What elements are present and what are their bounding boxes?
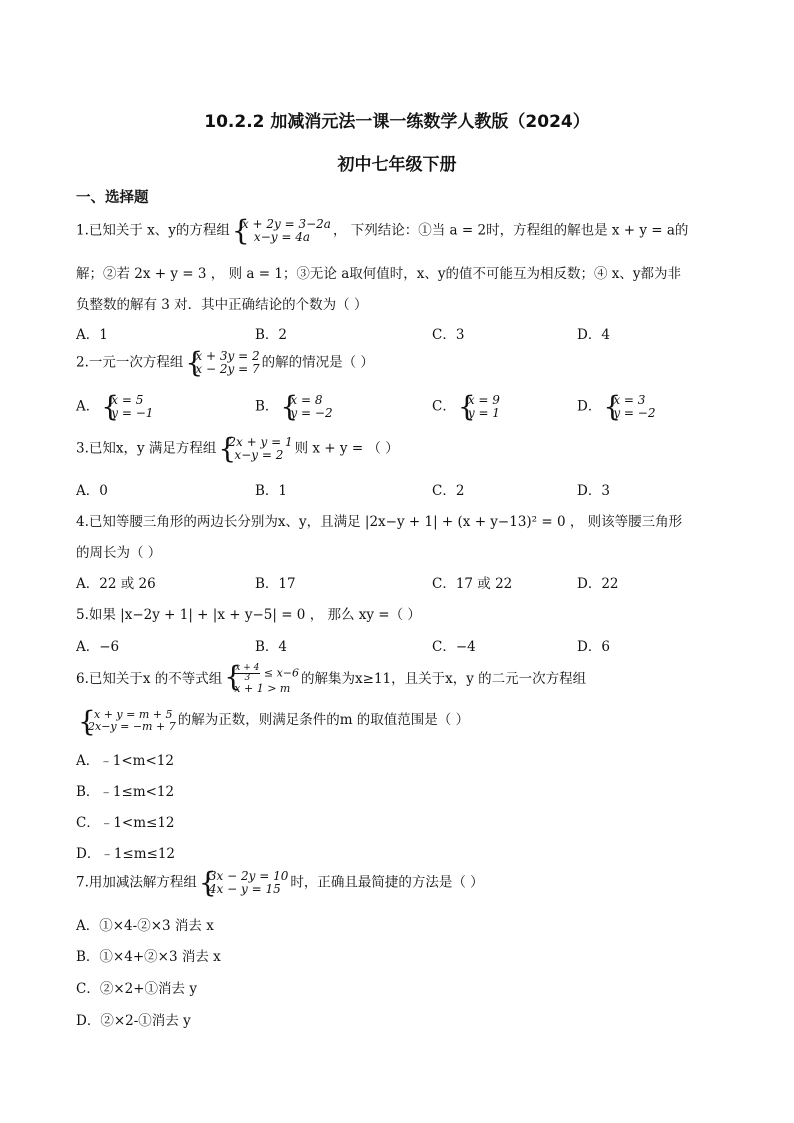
equation: { 2x + y = 1 xyxy=(228,435,293,449)
question-6-option-b[interactable]: B．﹣1≤m<12 xyxy=(76,784,175,800)
question-7-option-d[interactable]: D．②×2-①消去 y xyxy=(76,1013,191,1029)
question-1-line-3: 负整数的解有 3 对．其中正确结论的个数为（ ） xyxy=(76,297,368,313)
question-7-suffix: 时，正确且最简捷的方法是（ ） xyxy=(290,874,484,891)
question-6-equation-system xyxy=(78,709,176,733)
option-system xyxy=(101,394,153,420)
question-3-option-a[interactable]: A．0 xyxy=(76,483,108,499)
equation: x − 2y = 7 xyxy=(195,362,260,376)
question-4-option-c[interactable]: C．17 或 22 xyxy=(432,576,513,592)
question-3-option-c[interactable]: C．2 xyxy=(432,483,465,499)
question-2-option-a[interactable] xyxy=(76,394,155,420)
document-subtitle: 初中七年级下册 xyxy=(337,155,457,175)
option-label: D． xyxy=(577,398,602,415)
equation: { x + 3y = 2 xyxy=(195,349,260,363)
question-3-option-d[interactable]: D．3 xyxy=(577,483,610,499)
question-2-line xyxy=(76,350,374,376)
question-5-option-a[interactable]: A．−6 xyxy=(76,639,120,655)
question-4-line-1: 4.已知等腰三角形的两边长分别为x、y，且满足 |2x−y + 1| + (x + y−13)² = 0 ， 则该等腰三角形 xyxy=(76,514,683,530)
equation: { x = 5 xyxy=(111,393,144,407)
question-1-prefix: 1.已知关于 x、y的方程组 xyxy=(76,222,230,239)
question-5-option-c[interactable]: C．−4 xyxy=(432,639,476,655)
question-2-option-c[interactable] xyxy=(432,394,502,420)
question-4-option-d[interactable]: D．22 xyxy=(577,576,619,592)
question-7-option-c[interactable]: C．②×2+①消去 y xyxy=(76,981,197,997)
question-7-system xyxy=(199,870,288,896)
option-system xyxy=(603,394,655,420)
question-6-suffix: 的解为正数，则满足条件的m 的取值范围是（ ） xyxy=(177,712,470,728)
inequality-tail: ≤ x−6 xyxy=(263,666,300,680)
option-system xyxy=(280,394,332,420)
question-1-line-1 xyxy=(76,218,688,244)
question-3-line xyxy=(76,436,399,462)
question-2-suffix: 的解的情况是（ ） xyxy=(261,354,374,371)
equation: y = −2 xyxy=(613,406,656,420)
equation: x−y = 4a xyxy=(253,230,310,244)
question-2-system xyxy=(185,350,259,376)
equation: y = 1 xyxy=(467,406,500,420)
equation: { 3x − 2y = 10 xyxy=(208,869,289,883)
question-4-option-a[interactable]: A．22 或 26 xyxy=(76,576,156,592)
equation: x−y = 2 xyxy=(234,448,284,462)
equation: y = −1 xyxy=(111,406,154,420)
inequality: x + 1 > m xyxy=(234,682,291,695)
question-6-option-a[interactable]: A．﹣1<m<12 xyxy=(76,753,174,769)
equation: 2x−y = −m + 7 xyxy=(88,719,176,733)
equation: { x = 3 xyxy=(613,393,646,407)
question-7-prefix: 7.用加减法解方程组 xyxy=(76,874,197,891)
question-6-line-2 xyxy=(76,708,469,733)
question-3-option-b[interactable]: B．1 xyxy=(255,483,288,499)
question-7-option-b[interactable]: B．①×4+②×3 消去 x xyxy=(76,949,221,965)
question-1-option-c[interactable]: C．3 xyxy=(432,327,465,343)
question-2-option-d[interactable] xyxy=(577,394,657,420)
question-1-option-a[interactable]: A．1 xyxy=(76,327,108,343)
fraction-numerator: { x + 4 xyxy=(235,663,260,673)
question-5-option-b[interactable]: B．4 xyxy=(255,639,288,655)
question-2-prefix: 2.一元一次方程组 xyxy=(76,354,184,371)
question-1-line-2: 解；②若 2x + y = 3 ， 则 a = 1；③无论 a取何值时，x、y的值不可能互为相反数；④ x、y都为非 xyxy=(76,266,682,282)
fraction-denominator: 3 xyxy=(244,673,251,683)
question-4-option-b[interactable]: B．17 xyxy=(255,576,296,592)
equation: 4x − y = 15 xyxy=(208,882,281,896)
question-1-system xyxy=(232,218,331,244)
question-3-prefix: 3.已知x，y 满足方程组 xyxy=(76,440,217,457)
question-4-line-2: 的周长为（ ） xyxy=(76,545,162,561)
document-title: 10.2.2 加减消元法一课一练数学人教版（2024） xyxy=(204,112,590,132)
question-6-line-1 xyxy=(76,664,586,695)
option-system xyxy=(458,394,500,420)
question-1-option-b[interactable]: B．2 xyxy=(255,327,288,343)
question-5-line: 5.如果 |x−2y + 1| + |x + y−5| = 0 ， 那么 xy =（ ） xyxy=(76,607,421,623)
question-3-system xyxy=(218,436,292,462)
inequality xyxy=(234,664,299,683)
option-label: A． xyxy=(76,398,100,415)
fraction xyxy=(234,664,260,683)
question-3-suffix: 则 x + y = （ ） xyxy=(294,440,399,457)
question-7-option-a[interactable]: A．①×4-②×3 消去 x xyxy=(76,918,214,934)
question-6-option-d[interactable]: D．﹣1≤m≤12 xyxy=(76,846,176,862)
question-6-option-c[interactable]: C．﹣1<m≤12 xyxy=(76,815,175,831)
question-7-line xyxy=(76,870,484,896)
equation: { x + y = m + 5 xyxy=(94,707,173,721)
equation: y = −2 xyxy=(290,406,333,420)
question-6-prefix: 6.已知关于x 的不等式组 xyxy=(76,671,223,687)
option-label: B． xyxy=(255,398,279,415)
equation: { x = 8 xyxy=(290,393,323,407)
question-6-inequality-system xyxy=(224,664,299,695)
equation: { x = 9 xyxy=(467,393,500,407)
question-6-middle: 的解集为x≥11，且关于x，y 的二元一次方程组 xyxy=(301,671,587,687)
question-5-option-d[interactable]: D．6 xyxy=(577,639,610,655)
option-label: C． xyxy=(432,398,456,415)
question-1-option-d[interactable]: D．4 xyxy=(577,327,610,343)
section-heading: 一、选择题 xyxy=(76,190,149,206)
equation: { x + 2y = 3−2a xyxy=(241,217,331,231)
question-1-suffix: ， 下列结论：①当 a = 2时，方程组的解也是 x + y = a的 xyxy=(332,222,689,239)
question-2-option-b[interactable] xyxy=(255,394,335,420)
